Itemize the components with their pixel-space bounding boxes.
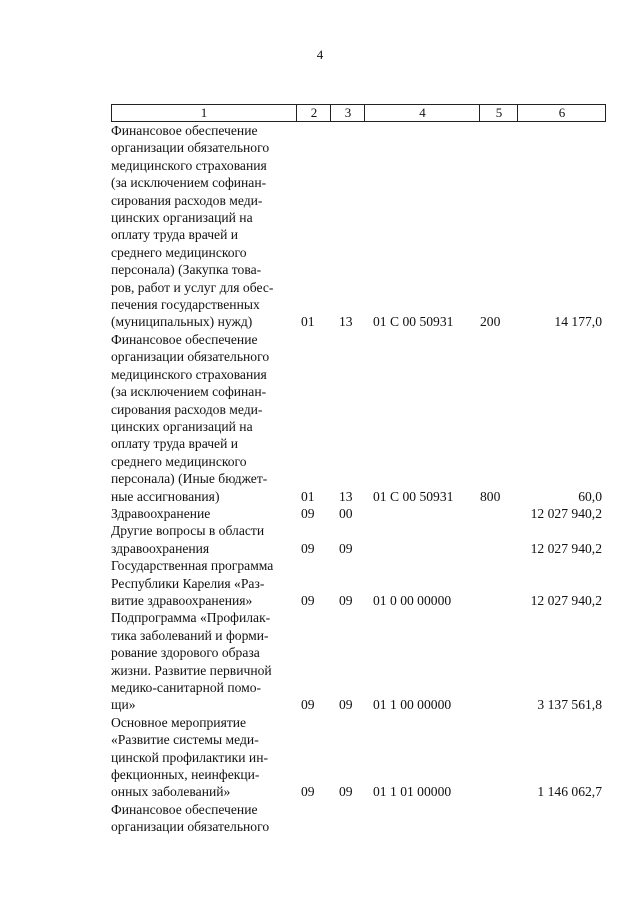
row-target-article: 01 1 00 00000 [373,697,452,713]
row-target-article: 01 С 00 50931 [373,314,454,330]
row-subsection: 09 [339,697,353,713]
row-amount: 3 137 561,8 [537,697,602,713]
row-amount: 14 177,0 [554,314,602,330]
row-target-article: 01 С 00 50931 [373,488,454,504]
table-row [111,331,606,505]
row-section: 09 [301,540,315,556]
header-col-6: 6 [517,105,606,121]
table-row [111,609,606,713]
header-col-3: 3 [330,105,365,121]
row-description: Государственная программа Республики Карелия «Раз- витие здравоохранения» [111,558,274,608]
table-row [111,522,606,557]
header-col-1: 1 [200,105,208,120]
table-row [111,714,606,801]
row-section: 09 [301,592,315,608]
header-col-4: 4 [364,105,480,121]
row-amount: 1 146 062,7 [537,784,602,800]
row-section: 01 [301,314,315,330]
row-description: Основное мероприятие «Развитие системы меди- цинской профилактики ин- фекционных, неинфекци- онных заболеваний» [111,714,269,800]
header-col-5: 5 [479,105,518,121]
row-target-article: 01 1 01 00000 [373,784,452,800]
row-subsection: 09 [339,784,353,800]
row-description: Подпрограмма «Профилак- тика заболеваний и форми- рование здорового образа жизни. Развитие первичной медико-санитарной помо- щи» [111,610,272,713]
row-amount: 12 027 940,2 [530,540,602,556]
row-amount: 60,0 [578,488,602,504]
page-number: 4 [316,47,324,62]
row-subsection: 13 [339,488,353,504]
table-row [111,557,606,609]
table-row [111,801,606,836]
row-description: Финансовое обеспечение организации обязательного медицинского страхования (за исключением софинан- сирования расходов меди- цинских организаций на оплату труда врачей и среднего медицинского персонала) (Закупка това- ров, работ и услуг для обес- печения государственных (муниципальных) нужд) [111,123,274,330]
row-section: 01 [301,488,315,504]
row-expense-type: 200 [480,314,501,330]
row-description: Финансовое обеспечение организации обязательного [111,801,270,835]
row-section: 09 [301,505,315,521]
row-section: 09 [301,784,315,800]
table-header [111,104,606,122]
row-amount: 12 027 940,2 [530,592,602,608]
row-description: Здравоохранение [111,505,211,521]
row-description: Другие вопросы в области здравоохранения [111,523,265,556]
row-subsection: 09 [339,592,353,608]
row-target-article: 01 0 00 00000 [373,592,452,608]
table-row [111,122,606,331]
header-col-2: 2 [296,105,331,121]
row-subsection: 00 [339,505,353,521]
row-expense-type: 800 [480,488,501,504]
budget-table [111,104,606,836]
row-description: Финансовое обеспечение организации обязательного медицинского страхования (за исключением софинан- сирования расходов меди- цинских организаций на оплату труда врачей и среднего медицинского персонала) (Иные бюджет- ные ассигнования) [111,331,270,504]
row-amount: 12 027 940,2 [530,505,602,521]
row-subsection: 09 [339,540,353,556]
table-row [111,505,606,522]
row-section: 09 [301,697,315,713]
row-subsection: 13 [339,314,353,330]
